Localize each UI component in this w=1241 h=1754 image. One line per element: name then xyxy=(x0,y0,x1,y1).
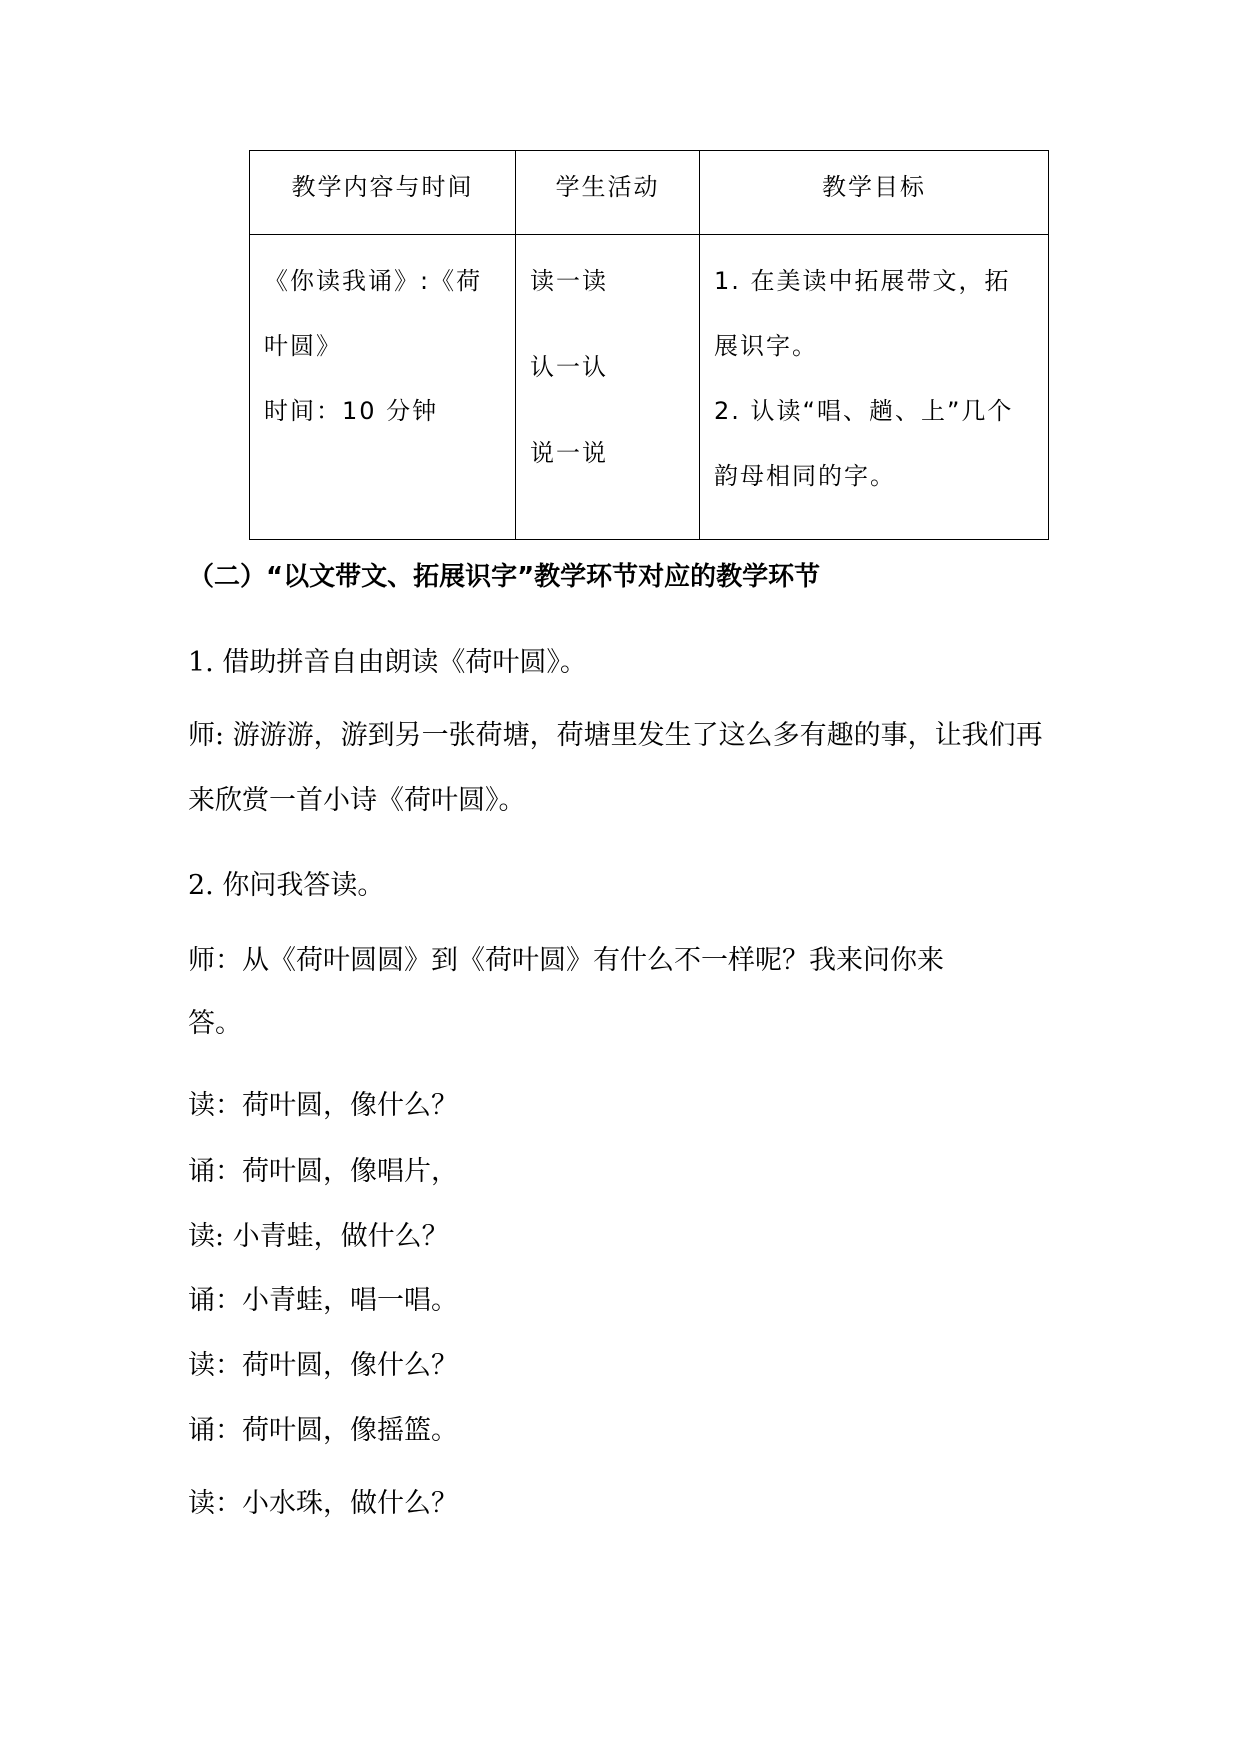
dialogue-line: 读: 小青蛙，做什么？ xyxy=(188,1221,449,1252)
header-teaching-goal: 教学目标 xyxy=(700,151,1049,235)
activity-recognize: 认一认 xyxy=(530,353,608,381)
step-1-text: 1. 借助拼音自由朗读《荷叶圆》。 xyxy=(188,647,587,678)
teacher-paragraph-2-line-2: 答。 xyxy=(188,1008,242,1039)
dialogue-line: 读：小水珠，做什么？ xyxy=(188,1488,458,1519)
dialogue-line: 诵：荷叶圆，像摇篮。 xyxy=(188,1415,458,1446)
step-2-text: 2. 你问我答读。 xyxy=(188,870,385,901)
table-header-row xyxy=(250,151,1049,235)
cell-student-activity xyxy=(516,235,700,540)
table-row xyxy=(250,235,1049,540)
activity-read: 读一读 xyxy=(530,267,608,295)
dialogue-line: 诵：荷叶圆，像唱片， xyxy=(188,1156,458,1187)
dialogue-line: 读：荷叶圆，像什么？ xyxy=(188,1350,458,1381)
goal-2: 2. 认读“唱、趟、上”几个韵母相同的字。 xyxy=(714,397,1014,490)
cell-teaching-goal xyxy=(700,235,1049,540)
content-time-line: 时间：10 分钟 xyxy=(264,397,439,425)
dialogue-line: 读：荷叶圆，像什么？ xyxy=(188,1090,458,1121)
content-line-2: 叶圆》 xyxy=(264,332,342,360)
teacher-paragraph-2-line-1: 师：从《荷叶圆圆》到《荷叶圆》有什么不一样呢？我来问你来 xyxy=(188,945,944,976)
header-student-activity: 学生活动 xyxy=(516,151,700,235)
goal-1: 1. 在美读中拓展带文，拓展识字。 xyxy=(714,267,1011,360)
dialogue-line: 诵：小青蛙，唱一唱。 xyxy=(188,1285,458,1316)
header-content-time: 教学内容与时间 xyxy=(250,151,516,235)
content-line-1: 《你读我诵》:《荷 xyxy=(264,267,483,295)
teacher-paragraph-1: 师: 游游游，游到另一张荷塘，荷塘里发生了这么多有趣的事，让我们再来欣赏一首小诗《荷叶圆》。 xyxy=(188,720,1043,816)
section-heading: （二）“以文带文、拓展识字”教学环节对应的教学环节 xyxy=(188,562,821,592)
lesson-plan-table xyxy=(249,150,1049,540)
activity-speak: 说一说 xyxy=(530,439,608,467)
cell-content-time xyxy=(250,235,516,540)
